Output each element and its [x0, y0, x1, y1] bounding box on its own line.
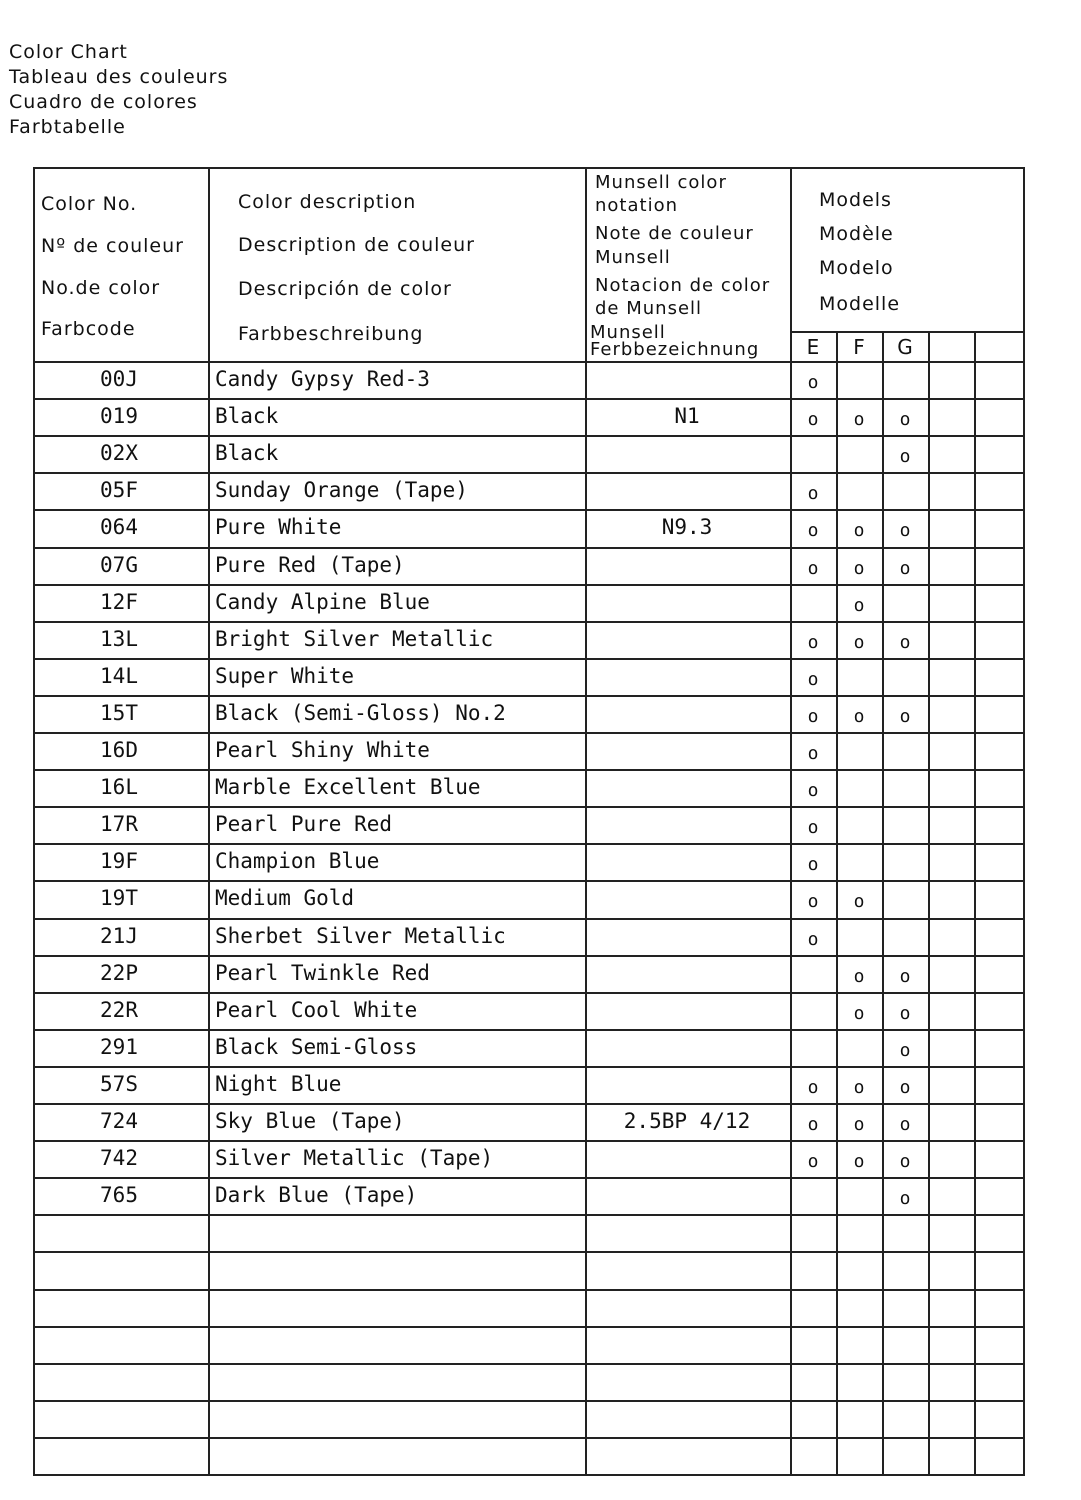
color-description: Marble Excellent Blue — [215, 775, 481, 800]
color-description: Bright Silver Metallic — [215, 626, 494, 651]
model-f-mark: o — [853, 520, 865, 542]
model-g-mark: o — [899, 1188, 911, 1210]
color-description: Silver Metallic (Tape) — [215, 1146, 494, 1171]
model-e-mark — [790, 995, 836, 1032]
model-e-mark: o — [807, 891, 819, 913]
model-f-mark: o — [853, 1151, 865, 1173]
model-e-mark: o — [807, 743, 819, 764]
model-g-mark: o — [899, 631, 911, 653]
table-row — [33, 806, 1025, 843]
model-e-mark: o — [807, 1151, 819, 1173]
model-g-mark: o — [899, 1114, 911, 1135]
munsell-notation: N1 — [674, 404, 700, 429]
munsell-notation — [585, 769, 789, 806]
header-munsell-2: notation — [595, 195, 678, 216]
color-code: 12F — [100, 589, 138, 614]
model-g-mark: o — [899, 1002, 911, 1024]
color-code: 05F — [100, 478, 138, 503]
table-row — [33, 918, 1025, 955]
munsell-notation — [585, 843, 789, 880]
model-e-mark — [790, 958, 836, 995]
header-munsell-8: Ferbbezeichnung — [590, 339, 760, 360]
munsell-notation — [585, 435, 789, 472]
color-description: Pearl Cool White — [215, 997, 418, 1022]
color-code: 019 — [100, 404, 138, 429]
model-e-mark: o — [807, 928, 819, 950]
color-code: 13L — [100, 626, 138, 651]
header-code-es: No.de color — [41, 277, 161, 299]
model-col-e: E — [806, 335, 820, 359]
model-f-mark: o — [853, 1114, 865, 1135]
color-description: Black Semi-Gloss — [215, 1034, 418, 1059]
table-row — [33, 621, 1025, 658]
header-models-fr: Modèle — [819, 223, 894, 245]
model-g-mark: o — [899, 520, 911, 542]
model-e-mark: o — [807, 557, 819, 579]
model-e-mark: o — [807, 372, 819, 393]
color-description: Sunday Orange (Tape) — [215, 478, 468, 503]
model-g-mark: o — [899, 409, 911, 431]
munsell-notation: N9.3 — [661, 515, 713, 540]
color-description: Pure White — [215, 515, 342, 540]
model-g-mark — [882, 661, 928, 698]
model-e-mark — [790, 438, 836, 475]
munsell-notation — [585, 621, 789, 658]
color-description: Black — [215, 441, 279, 466]
title-es: Cuadro de colores — [9, 91, 198, 113]
color-code: 19T — [100, 886, 138, 911]
model-g-mark — [882, 809, 928, 846]
munsell-notation — [585, 1140, 789, 1177]
model-f-mark — [836, 772, 882, 809]
header-munsell-6: de Munsell — [595, 298, 703, 319]
color-description: Pearl Shiny White — [215, 738, 430, 762]
header-code-en: Color No. — [41, 193, 138, 215]
model-e-mark: o — [807, 1114, 819, 1135]
munsell-notation — [585, 695, 789, 732]
color-code: 07G — [100, 552, 138, 577]
model-f-mark — [836, 1032, 882, 1069]
model-f-mark: o — [853, 594, 865, 616]
header-models-en: Models — [819, 189, 892, 211]
table-row — [33, 472, 1025, 509]
munsell-notation — [585, 918, 789, 955]
color-description: Champion Blue — [215, 849, 380, 874]
color-chart-table — [33, 167, 1025, 1479]
row-line — [33, 1326, 1025, 1328]
color-description: Black — [215, 404, 279, 429]
row-line — [33, 1400, 1025, 1402]
model-f-mark: o — [853, 965, 865, 987]
header-code-fr: Nº de couleur — [41, 235, 184, 257]
color-description: Medium Gold — [215, 886, 355, 911]
model-e-mark: o — [807, 817, 819, 839]
color-description: Super White — [215, 663, 355, 688]
model-e-mark: o — [807, 409, 819, 431]
table-row — [33, 435, 1025, 472]
header-code-de: Farbcode — [41, 318, 136, 340]
header-munsell-1: Munsell color — [595, 172, 727, 193]
color-code: 765 — [100, 1183, 138, 1208]
color-description: Sherbet Silver Metallic — [215, 923, 506, 948]
model-e-mark: o — [807, 854, 819, 876]
header-models-es: Modelo — [819, 257, 894, 279]
model-g-mark: o — [899, 965, 911, 987]
color-code: 16D — [100, 738, 138, 762]
model-f-mark — [836, 921, 882, 958]
model-e-mark: o — [807, 631, 819, 653]
munsell-notation: 2.5BP 4/12 — [623, 1109, 751, 1133]
model-g-mark: o — [899, 446, 911, 468]
munsell-notation — [585, 547, 789, 584]
color-description: Pearl Twinkle Red — [215, 960, 430, 985]
model-e-mark: o — [807, 1076, 819, 1098]
model-e-mark: o — [807, 780, 819, 802]
model-g-mark — [882, 772, 928, 809]
chart-titles — [9, 40, 228, 140]
color-description: Candy Alpine Blue — [215, 589, 430, 614]
header-munsell-4: Munsell — [595, 247, 671, 268]
header-desc-de: Farbbeschreibung — [238, 323, 424, 345]
color-code: 21J — [100, 923, 138, 948]
table-row — [33, 361, 1025, 398]
model-f-mark — [836, 661, 882, 698]
model-e-mark: o — [807, 483, 819, 505]
model-g-mark — [882, 587, 928, 624]
header-munsell-5: Notacion de color — [595, 275, 771, 296]
table-row — [33, 880, 1025, 917]
model-e-mark — [790, 1180, 836, 1217]
model-g-mark — [882, 921, 928, 958]
table-row — [33, 1177, 1025, 1214]
color-description: Sky Blue (Tape) — [215, 1109, 405, 1133]
model-g-mark — [882, 475, 928, 512]
munsell-notation — [585, 955, 789, 992]
model-f-mark: o — [853, 631, 865, 653]
color-code: 724 — [100, 1109, 138, 1133]
model-f-mark: o — [853, 1076, 865, 1098]
munsell-notation — [585, 658, 789, 695]
table-row — [33, 1066, 1025, 1103]
model-g-mark: o — [899, 557, 911, 579]
color-code: 291 — [100, 1034, 138, 1059]
table-row — [33, 547, 1025, 584]
color-description: Pearl Pure Red — [215, 812, 393, 837]
model-f-mark — [836, 438, 882, 475]
title-de: Farbtabelle — [9, 116, 126, 138]
model-g-mark — [882, 735, 928, 772]
color-code: 02X — [100, 441, 138, 466]
row-line — [33, 1474, 1025, 1476]
model-col-g: G — [897, 335, 913, 359]
header-munsell-7: Munsell — [590, 322, 666, 343]
color-description: Black (Semi-Gloss) No.2 — [215, 700, 506, 725]
model-f-mark: o — [853, 409, 865, 431]
row-line — [33, 1437, 1025, 1439]
color-code: 22P — [100, 960, 138, 985]
model-f-mark — [836, 364, 882, 401]
model-f-mark: o — [853, 1002, 865, 1024]
table-row — [33, 1029, 1025, 1066]
table-row — [33, 695, 1025, 732]
munsell-notation — [585, 1177, 789, 1214]
table-row — [33, 955, 1025, 992]
table-row — [33, 658, 1025, 695]
munsell-notation — [585, 806, 789, 843]
color-code: 17R — [100, 812, 138, 837]
header-munsell-3: Note de couleur — [595, 223, 754, 244]
munsell-notation — [585, 584, 789, 621]
munsell-notation — [585, 361, 789, 398]
model-e-mark: o — [807, 705, 819, 727]
model-g-mark — [882, 364, 928, 401]
title-en: Color Chart — [9, 41, 128, 63]
model-e-mark — [790, 587, 836, 624]
model-g-mark — [882, 846, 928, 883]
table-top-border — [33, 167, 1025, 169]
model-e-mark: o — [807, 668, 819, 690]
models-subheader-line — [790, 331, 1025, 333]
munsell-notation — [585, 1029, 789, 1066]
table-row — [33, 1140, 1025, 1177]
model-g-mark — [882, 883, 928, 920]
color-code: 22R — [100, 997, 138, 1022]
table-row — [33, 992, 1025, 1029]
row-line — [33, 1289, 1025, 1291]
model-g-mark: o — [899, 1151, 911, 1173]
table-row — [33, 1103, 1025, 1140]
model-e-mark: o — [807, 520, 819, 542]
model-f-mark — [836, 475, 882, 512]
color-description: Pure Red (Tape) — [215, 552, 405, 577]
munsell-notation — [585, 732, 789, 769]
header-models-de: Modelle — [819, 293, 901, 315]
table-row — [33, 584, 1025, 621]
table-row — [33, 509, 1025, 546]
munsell-notation — [585, 992, 789, 1029]
header-desc-fr: Description de couleur — [238, 234, 475, 256]
model-f-mark: o — [853, 891, 865, 913]
model-f-mark: o — [853, 705, 865, 727]
model-f-mark — [836, 846, 882, 883]
model-col-f: F — [853, 335, 865, 359]
model-f-mark — [836, 809, 882, 846]
table-row — [33, 398, 1025, 435]
row-line — [33, 1363, 1025, 1365]
color-code: 15T — [100, 700, 138, 725]
munsell-notation — [585, 880, 789, 917]
color-code: 00J — [100, 367, 138, 391]
model-e-mark — [790, 1032, 836, 1069]
model-f-mark — [836, 1180, 882, 1217]
model-f-mark — [836, 735, 882, 772]
munsell-notation — [585, 1066, 789, 1103]
row-line — [33, 1251, 1025, 1253]
color-code: 742 — [100, 1146, 138, 1171]
table-row — [33, 843, 1025, 880]
munsell-notation — [585, 472, 789, 509]
color-code: 16L — [100, 775, 138, 800]
color-code: 57S — [100, 1071, 138, 1096]
color-description: Candy Gypsy Red-3 — [215, 367, 430, 391]
color-description: Dark Blue (Tape) — [215, 1183, 418, 1208]
color-description: Night Blue — [215, 1071, 342, 1096]
header-desc-es: Descripción de color — [238, 278, 452, 300]
color-code: 14L — [100, 663, 138, 688]
model-f-mark: o — [853, 557, 865, 579]
model-g-mark: o — [899, 1039, 911, 1061]
model-g-mark: o — [899, 705, 911, 727]
table-row — [33, 769, 1025, 806]
color-code: 064 — [100, 515, 138, 540]
model-g-mark: o — [899, 1076, 911, 1098]
table-row — [33, 732, 1025, 769]
header-desc-en: Color description — [238, 191, 417, 213]
color-code: 19F — [100, 849, 138, 874]
title-fr: Tableau des couleurs — [9, 66, 229, 88]
